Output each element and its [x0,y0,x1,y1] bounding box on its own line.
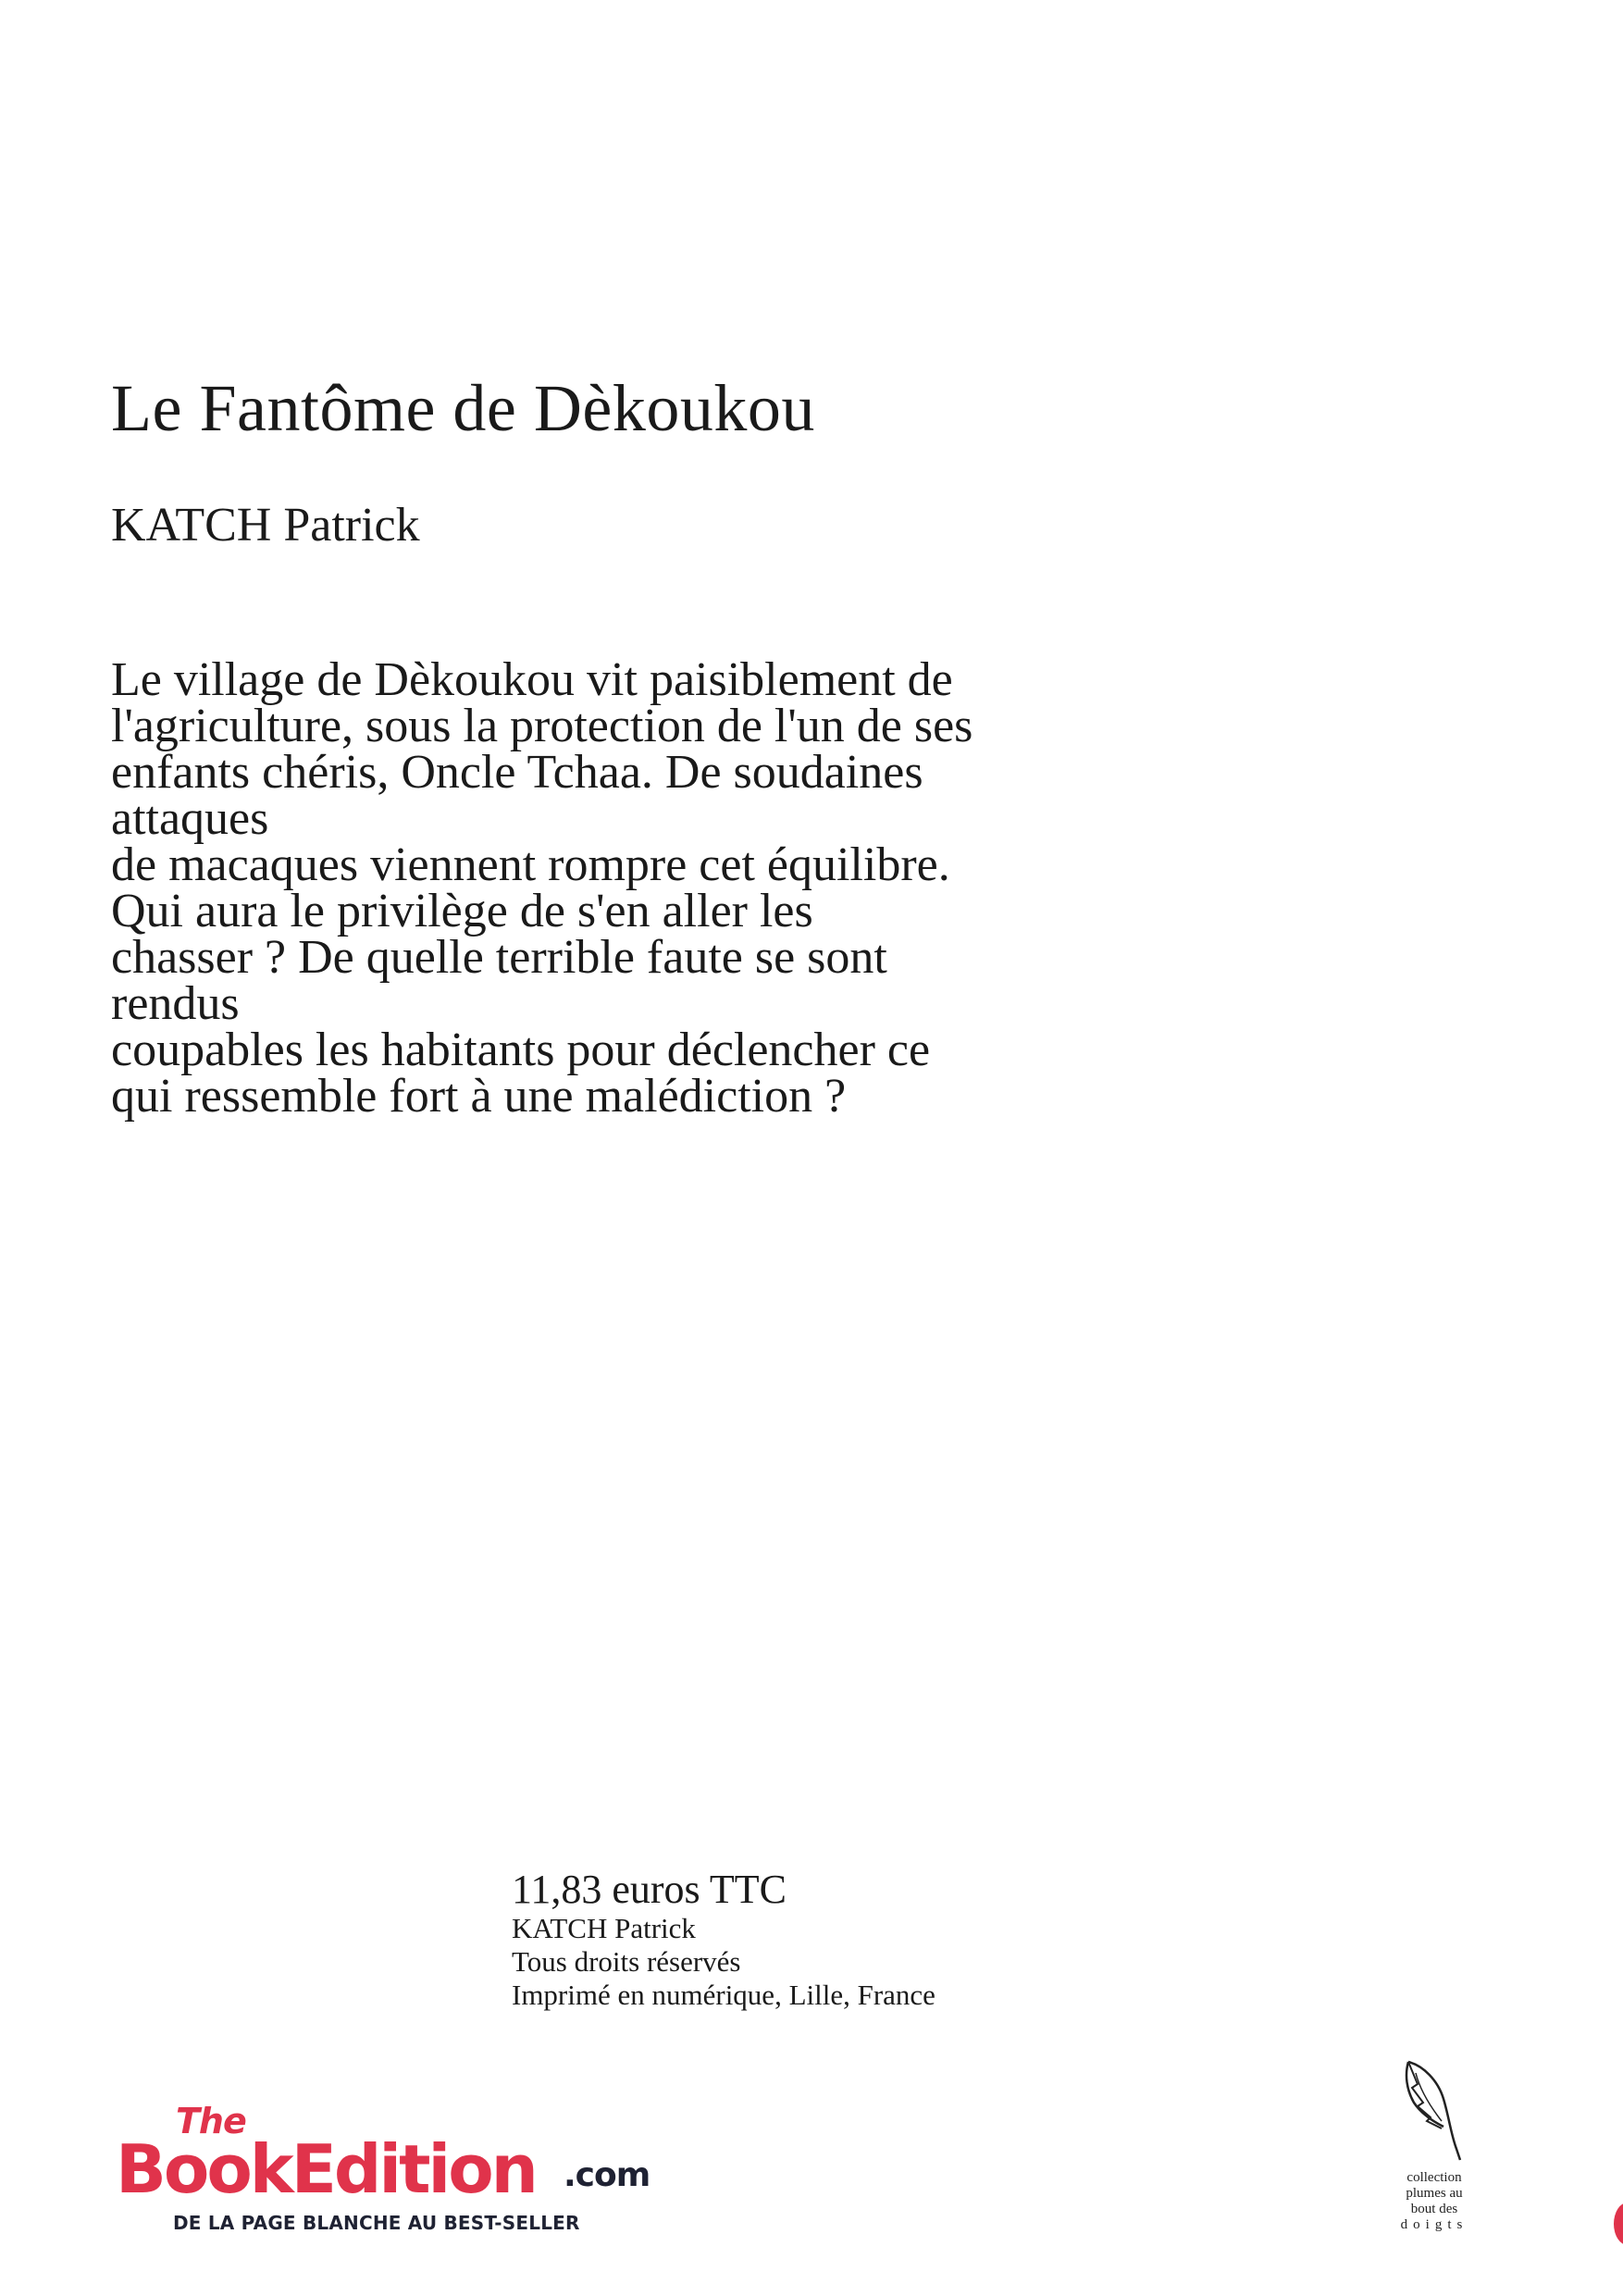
logo-tagline: DE LA PAGE BLANCHE AU BEST-SELLER [173,2212,580,2234]
book-title: Le Fantôme de Dèkoukou [111,371,815,445]
blurb-line: enfants chéris, Oncle Tchaa. De soudaines [111,746,923,799]
imprint-block [512,1868,935,2012]
blurb-line: rendus [111,977,240,1030]
blurb-line: de macaques viennent rompre cet équilibre. [111,838,950,891]
blurb-line: qui ressemble fort à une malédiction ? [111,1070,847,1123]
imprint-rights: Tous droits réservés [512,1945,741,1978]
book-blurb [111,653,1175,1123]
blurb-line: Qui aura le privilège de s'en aller les [111,885,813,937]
collection-line: collection [1406,2170,1462,2185]
collection-line: bout des [1410,2202,1458,2216]
blurb-line: chasser ? De quelle terrible faute se sont [111,931,887,984]
feather-icon [1395,2056,1469,2167]
book-author: KATCH Patrick [111,499,420,552]
blurb-line: l'agriculture, sous la protection de l'un de ses [111,700,973,752]
blurb-line: Le village de Dèkoukou vit paisiblement de [111,653,953,706]
imprint-printed: Imprimé en numérique, Lille, France [512,1979,935,2011]
price: 11,83 euros TTC [512,1867,787,1912]
collection-line: doigts [1400,2217,1468,2232]
logo-domain: .com [564,2156,650,2194]
imprint-author: KATCH Patrick [512,1912,696,1944]
logo-brand: BookEdition [116,2130,536,2208]
logo-the: The [176,2101,246,2141]
blurb-line: attaques [111,792,269,845]
collection-label [1383,2170,1485,2233]
collection-line: plumes au [1406,2186,1463,2201]
blurb-line: coupables les habitants pour déclencher ce [111,1024,931,1076]
edge-mark [1614,2203,1623,2245]
publisher-logo [116,2101,671,2240]
